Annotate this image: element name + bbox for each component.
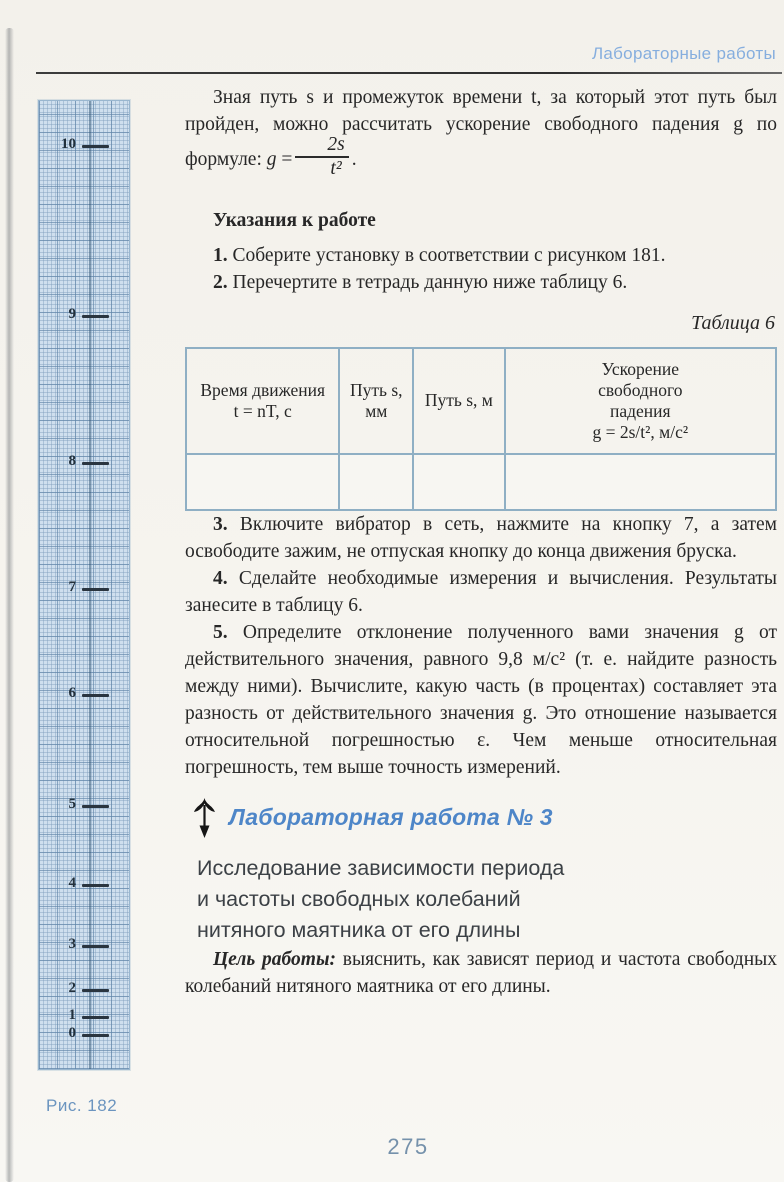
ruler-tick-dash — [82, 1016, 109, 1019]
ruler-tick-dash — [82, 588, 109, 591]
table-cell-empty — [413, 454, 504, 510]
col-header-line: Путь s, — [349, 379, 403, 400]
col-header-line: Ускорение — [601, 358, 679, 379]
ruler-tick-label: 9 — [68, 306, 76, 322]
ruler-tick-dash — [82, 315, 109, 318]
step-number: 4. — [213, 567, 228, 589]
col-header-line: t = nT, с — [233, 400, 292, 421]
col-header-acceleration — [505, 348, 776, 454]
ruler-tick-dash — [82, 694, 109, 697]
item-number: 1. — [213, 244, 228, 266]
goal-paragraph — [185, 946, 777, 1000]
item-number: 2. — [213, 271, 228, 293]
ruler-tick-dash — [82, 1034, 109, 1037]
ruler-tick-dash — [82, 145, 109, 148]
formula-period: . — [351, 148, 357, 170]
col-header-path-m — [413, 348, 504, 454]
ruler-tick-dash — [82, 462, 109, 465]
ruler-tick-label: 1 — [68, 1007, 76, 1023]
col-header-line: Время движения — [200, 379, 326, 400]
step-text: Определите отклонение полученного вами значения g от действительного значения, равного 9,8 м/с² (т. е. найдите разность между ними). Вычислите, какую часть (в процентах) составляет эта разность от действительного значения g. Это отношение называется относительной погрешностью ε. Чем меньше относительная погрешность, тем выше точность измерений. — [185, 621, 778, 778]
intro-text: Зная путь s и промежуток времени t, за который этот путь был пройден, можно рассчитать ускорение свободного падения g по формуле: — [185, 87, 777, 170]
col-header-line: g = 2s/t², м/с² — [592, 421, 689, 442]
main-text-column — [185, 84, 777, 1000]
formula-lhs: g — [266, 148, 277, 170]
figure-caption: Рис. 182 — [46, 1096, 118, 1115]
lab-work-title: Лабораторная работа № 3 — [229, 804, 553, 831]
lab-work-3-header — [191, 797, 777, 839]
plumb-line-icon — [191, 797, 218, 839]
fraction-denominator: t² — [330, 158, 342, 180]
goal-label: Цель работы: — [213, 948, 336, 970]
ruler-tick-label: 4 — [68, 875, 76, 891]
col-header-line: Путь s, м — [424, 390, 493, 411]
table-caption: Таблица 6 — [691, 311, 775, 334]
step-item — [185, 619, 777, 781]
graph-paper-tape — [38, 100, 130, 1070]
step-item — [185, 565, 777, 619]
col-header-line: падения — [609, 400, 671, 421]
ruler-tick-label: 6 — [68, 685, 76, 701]
ruler-tick-label: 2 — [68, 980, 76, 996]
subtitle-line: и частоты свободных колебаний — [197, 886, 521, 911]
ruler-tick-dash — [82, 805, 109, 808]
instruction-item — [185, 269, 777, 296]
ruler-tick-label: 7 — [68, 579, 76, 595]
table-row — [186, 454, 776, 510]
ruler-tick-label: 8 — [68, 453, 76, 469]
instructions-heading: Указания к работе — [213, 209, 376, 231]
step-text: Сделайте необходимые измерения и вычисления. Результаты занесите в таблицу 6. — [185, 567, 777, 616]
ruler-tick-label: 3 — [68, 936, 76, 952]
goal-text: выяснить, как зависят период и частота свободных колебаний нитяного маятника от его длины. — [185, 948, 777, 997]
step-number: 3. — [213, 513, 228, 535]
page-number: 275 — [387, 1134, 429, 1159]
col-header-line: свободного — [598, 379, 683, 400]
item-text: Соберите установку в соответствии с рисунком 181. — [232, 244, 666, 266]
ruler-tick-dash — [82, 989, 109, 992]
table-cell-empty — [186, 454, 339, 510]
running-header: Лабораторные работы — [591, 44, 776, 63]
col-header-line: мм — [365, 400, 388, 421]
ruler-tick-dash — [82, 945, 109, 948]
instruction-item — [185, 242, 777, 269]
intro-paragraph — [185, 84, 777, 183]
ruler-tick-label: 10 — [61, 136, 76, 152]
table-header-row — [186, 348, 776, 454]
page-gutter-shadow — [5, 28, 14, 1182]
step-text: Включите вибратор в сеть, нажмите на кнопку 7, а затем освободите зажим, не отпуская кнопку до конца движения бруска. — [185, 513, 777, 562]
step-item — [185, 511, 777, 565]
ruler-tick-label: 0 — [68, 1025, 76, 1041]
subtitle-line: Исследование зависимости периода — [197, 855, 565, 880]
formula-equals: = — [281, 148, 293, 170]
fraction-numerator: 2s — [295, 135, 348, 158]
item-text: Перечертите в тетрадь данную ниже таблицу 6. — [232, 271, 628, 293]
header-rule — [36, 72, 782, 74]
measurement-table — [185, 347, 777, 511]
table-cell-empty — [339, 454, 413, 510]
subtitle-line: нитяного маятника от его длины — [197, 917, 521, 942]
col-header-time — [186, 348, 339, 454]
formula-fraction — [295, 135, 348, 180]
ruler-tick-label: 5 — [68, 796, 76, 812]
step-number: 5. — [213, 621, 228, 643]
table-cell-empty — [505, 454, 776, 510]
lab-work-subtitle — [197, 853, 777, 946]
col-header-path-mm — [339, 348, 413, 454]
ruler-tick-dash — [82, 884, 109, 887]
